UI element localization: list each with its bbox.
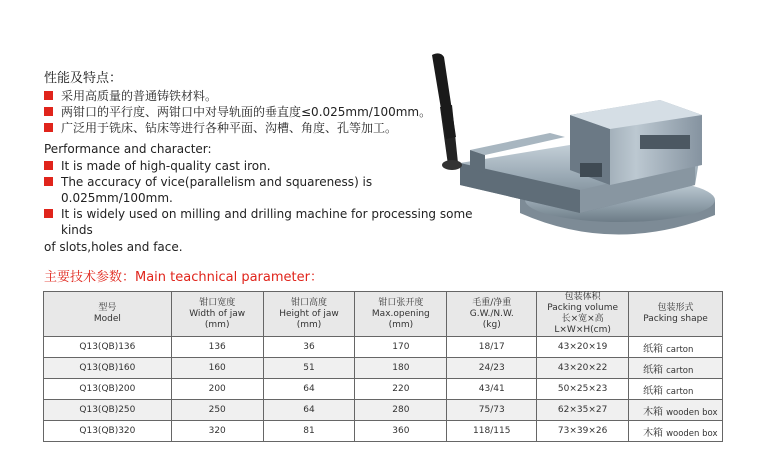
feature-text-continuation: of slots,holes and face.: [44, 239, 183, 254]
params-title: 主要技术参数：Main teachnical parameter：: [44, 270, 323, 285]
feature-text: It is made of high-quality cast iron.: [61, 158, 271, 173]
cell-opening: 180: [355, 358, 447, 379]
cell-model: Q13(QB)200: [44, 379, 172, 400]
feature-item-cn: [44, 120, 484, 136]
red-square-bullet-icon: [44, 123, 53, 132]
table-header-row: [44, 292, 723, 337]
cell-model: Q13(QB)160: [44, 358, 172, 379]
cell-weight: 43/41: [447, 379, 537, 400]
features-heading-en: Performance and character:: [44, 141, 212, 156]
cell-volume: 43×20×19: [537, 337, 629, 358]
cell-opening: 170: [355, 337, 447, 358]
feature-item-cn: [44, 88, 484, 104]
cell-volume: 73×39×26: [537, 421, 629, 442]
header-height-of-jaw: 钳口高度 Height of jaw (mm): [263, 292, 355, 337]
cell-opening: 280: [355, 400, 447, 421]
cell-weight: 118/115: [447, 421, 537, 442]
cell-width: 200: [171, 379, 263, 400]
cell-packing: 纸箱 carton: [629, 358, 723, 379]
feature-text: 两钳口的平行度、两钳口中对导轨面的垂直度≤0.025mm/100mm。: [61, 105, 432, 120]
cell-height: 64: [263, 379, 355, 400]
feature-text: It is widely used on milling and drilling machine for processing some kinds: [61, 207, 473, 238]
spec-table: [43, 291, 723, 442]
feature-text: 广泛用于铣床、钻床等进行各种平面、沟槽、角度、孔等加工。: [61, 121, 398, 136]
cell-volume: 50×25×23: [537, 379, 629, 400]
cell-packing: 木箱 wooden box: [629, 400, 723, 421]
table-row: [44, 421, 723, 442]
table-row: [44, 400, 723, 421]
cell-opening: 220: [355, 379, 447, 400]
cell-packing: 纸箱 carton: [629, 379, 723, 400]
cell-width: 320: [171, 421, 263, 442]
cell-model: Q13(QB)250: [44, 400, 172, 421]
cell-model: Q13(QB)320: [44, 421, 172, 442]
cell-width: 250: [171, 400, 263, 421]
header-packing-shape: 包装形式 Packing shape: [629, 292, 723, 337]
table-row: [44, 337, 723, 358]
cell-packing: 木箱 wooden box: [629, 421, 723, 442]
header-max-opening: 钳口张开度 Max.opening (mm): [355, 292, 447, 337]
red-square-bullet-icon: [44, 177, 53, 186]
features-block: [44, 70, 484, 255]
header-width-of-jaw: 钳口宽度 Width of jaw (mm): [171, 292, 263, 337]
cell-volume: 62×35×27: [537, 400, 629, 421]
cell-width: 136: [171, 337, 263, 358]
cell-opening: 360: [355, 421, 447, 442]
header-model: 型号 Model: [44, 292, 172, 337]
feature-item-en: [44, 158, 484, 174]
cell-height: 51: [263, 358, 355, 379]
cell-weight: 24/23: [447, 358, 537, 379]
machine-vice-image: [430, 45, 720, 245]
table-row: [44, 358, 723, 379]
cell-model: Q13(QB)136: [44, 337, 172, 358]
red-square-bullet-icon: [44, 91, 53, 100]
cell-packing: 纸箱 carton: [629, 337, 723, 358]
red-square-bullet-icon: [44, 107, 53, 116]
table-row: [44, 379, 723, 400]
red-square-bullet-icon: [44, 161, 53, 170]
cell-width: 160: [171, 358, 263, 379]
header-weight: 毛重/净重 G.W./N.W. (kg): [447, 292, 537, 337]
red-square-bullet-icon: [44, 209, 53, 218]
feature-item-en: [44, 206, 484, 238]
feature-text: The accuracy of vice(parallelism and squareness) is 0.025mm/100mm.: [61, 174, 373, 206]
feature-item-cn: [44, 104, 484, 120]
cell-volume: 43×20×22: [537, 358, 629, 379]
header-packing-volume: 包装体积 Packing volume 长×宽×高 L×W×H(cm): [537, 292, 629, 337]
cell-height: 81: [263, 421, 355, 442]
cell-height: 64: [263, 400, 355, 421]
feature-item-en: [44, 174, 484, 206]
features-heading-cn: 性能及特点：: [44, 71, 123, 86]
cell-weight: 75/73: [447, 400, 537, 421]
feature-text: 采用高质量的普通铸铁材料。: [61, 89, 218, 103]
cell-weight: 18/17: [447, 337, 537, 358]
cell-height: 36: [263, 337, 355, 358]
